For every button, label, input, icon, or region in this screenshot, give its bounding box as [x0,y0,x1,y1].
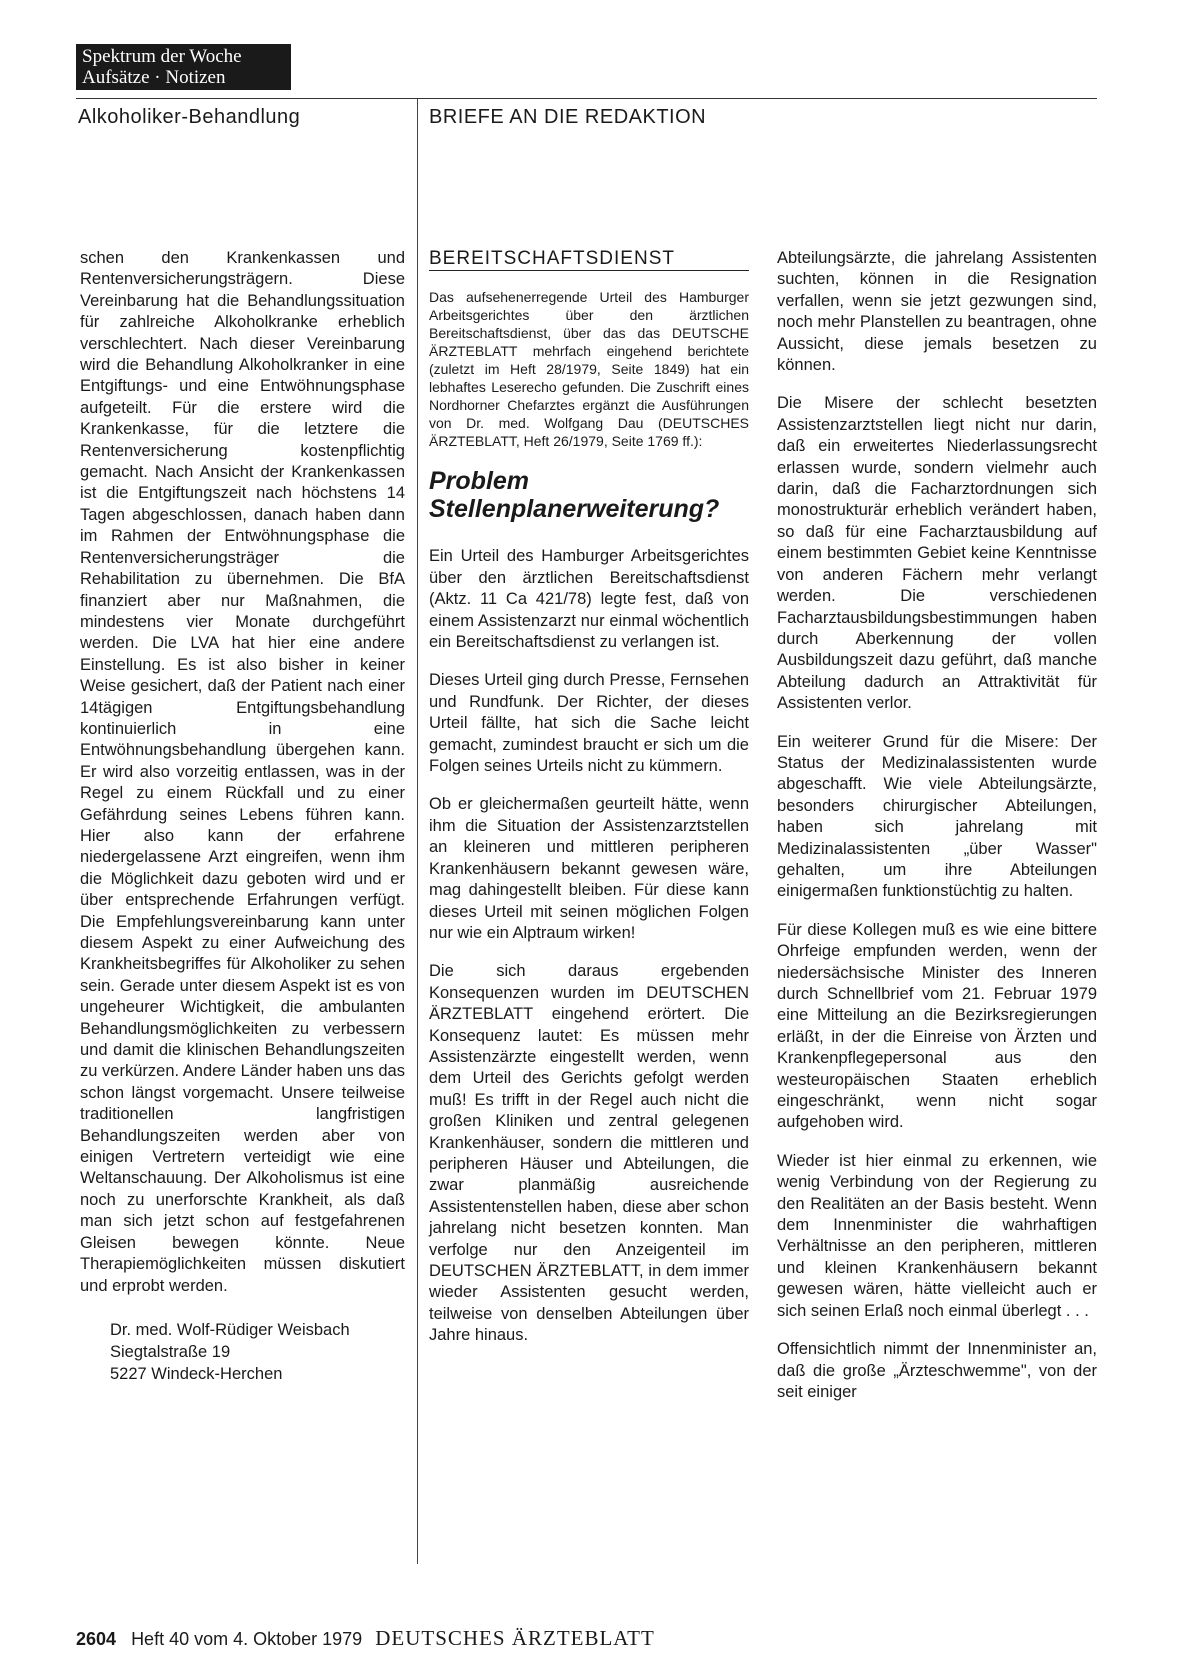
body-paragraph: schen den Krankenkassen und Rentenversicherungsträgern. Diese Vereinbarung hat die Behandlungssituation für zahlreiche Alkoholkranke erheblich verschlechtert. Nach dieser Vereinbarung wird die Behandlung Alkoholkranker in eine Entgiftungs- und eine Entwöhnungsphase aufgeteilt. Für die erstere wird die Krankenkasse, für die letztere die Rentenversicherung kostenpflichtig gemacht. Nach Ansicht der Krankenkassen ist die Entgiftungszeit nach höchstens 14 Tagen abgeschlossen, danach haben dann im Rahmen der Entwöhnungsphase die Rentenversicherungsträger die Rehabilitation zu übernehmen. Die BfA finanziert aber nur Maßnahmen, die mindestens vier Monate durchgeführt werden. Die LVA hat hier eine andere Einstellung. Es ist also bisher in keiner Weise gesichert, daß der Patient nach einer 14tägigen Entgiftungsbehandlung kontinuierlich in eine Entwöhnungsbehandlung übergehen kann. Er wird also vorzeitig entlassen, was in der Regel zu einem Rückfall und zu einer Gefährdung seines Lebens führen kann. Hier also kann der erfahrene niedergelassene Arzt eingreifen, wenn ihm die Möglichkeit dazu geboten wird und er über entsprechende Erfahrungen verfügt. Die Empfehlungsvereinbarung kann unter diesem Aspekt zu einer Aufweichung des Krankheitsbegriffes für Alkoholiker zu sehen sein. Gerade unter diesem Aspekt ist es von ungeheurer Wichtigkeit, die ambulanten Behandlungsmöglichkeiten zu verbessern und damit die klinischen Behandlungszeiten zu verkürzen. Andere Länder haben uns das schon längst vorgemacht. Unsere teilweise traditionellen langfristigen Behandlungszeiten werden aber von einigen Vertretern verteidigt wie eine Weltanschauung. Der Alkoholismus ist eine noch zu unerforschte Krankheit, als daß man sich jetzt schon auf festgefahrenen Gleisen bewegen könnte. Neue Therapiemöglichkeiten müssen diskutiert und erprobt werden. [80,249,405,1295]
column-3 [777,248,1097,1420]
masthead-line1: Spektrum der Woche [82,46,242,67]
page-number: 2604 [76,1629,117,1649]
body-paragraph: Ein weiterer Grund für die Misere: Der Status der Medizinalassistenten wurde abgeschafft. Wie viele Abteilungsärzte, besonders chirurgischer Abteilungen, haben sich jahrelang mit Medizinalassistenten „über Wasser" gehalten, um ihre Abteilungen einigermaßen funktionstüchtig zu halten. [777,732,1097,901]
article-title-line2: Stellenplanerweiterung? [429,495,720,524]
topic-heading: BEREITSCHAFTSDIENST [429,248,749,271]
body-paragraph: Abteilungsärzte, die jahrelang Assistenten suchten, können in die Resignation verfallen, wenn sie jetzt gezwungen sind, noch mehr Planstellen zu beantragen, ohne Aussicht, diese jemals besetzen zu können. [777,249,1097,375]
left-section-heading: Alkoholiker-Behandlung [78,106,301,128]
body-paragraph: Ein Urteil des Hamburger Arbeitsgerichtes über den ärztlichen Bereitschaftsdienst (Aktz. 11 Ca 421/78) legte fest, daß von einem Assistenzarzt nur einmal wöchentlich ein Bereitschaftsdienst zu verlangen ist. [429,547,749,652]
intro-paragraph: Das aufsehenerregende Urteil des Hamburger Arbeitsgerichtes über den ärztlichen Bereitschaftsdienst, über das das DEUTSCHE ÄRZTEBLATT mehrfach eingehend berichtete (zuletzt im Heft 28/1979, Seite 1849) hat ein lebhaftes Leserecho gefunden. Die Zuschrift eines Nordhorner Chefarztes ergänzt die Ausführungen von Dr. med. Wolfgang Dau (DEUTSCHES ÄRZTEBLATT, Heft 26/1979, Seite 1769 ff.): [429,289,749,450]
signature-city: 5227 Windeck-Herchen [110,1364,283,1383]
body-paragraph: Die Misere der schlecht besetzten Assistenzarztstellen liegt nicht nur darin, daß ein erweitertes Niederlassungsrecht erlassen wurde, sondern vielmehr auch darin, daß die Facharztordnungen sich monostrukturär erheblich verändert haben, so daß für eine Facharztausbildung auf einem bestimmten Gebiet keine Kenntnisse von anderen Fächern mehr verlangt werden. Die verschiedenen Facharztausbildungsbestimmungen haben durch Aberkennung der vollen Ausbildungszeit dazu geführt, daß manche Abteilung dadurch an Attraktivität für Assistenten verlor. [777,394,1097,713]
journal-name: DEUTSCHES ÄRZTEBLATT [375,1626,655,1650]
column-2 [429,248,749,1364]
column-divider [417,99,418,1564]
header-rule [76,98,1097,99]
body-paragraph: Offensichtlich nimmt der Innenminister an, daß die große „Ärzteschwemme", von der seit einiger [777,1340,1097,1401]
right-section-heading: BRIEFE AN DIE REDAKTION [429,106,707,128]
page-footer [76,1626,655,1651]
article-title-line1: Problem [429,467,530,496]
body-paragraph: Die sich daraus ergebenden Konsequenzen wurden im DEUTSCHEN ÄRZTEBLATT eingehend erörtert. Die Konsequenz lautet: Es müssen mehr Assistenzärzte eingestellt werden, wenn dem Urteil des Gerichts gefolgt werden muß! Es trifft in der Regel auch nicht die großen Kliniken und zentral gelegenen Krankenhäuser, sondern die mittleren und peripheren Häuser und Abteilungen, die zwar planmäßig ausreichende Assistentenstellen haben, diese aber schon jahrelang nicht besetzen konnten. Man verfolge nur den Anzeigenteil im DEUTSCHEN ÄRZTEBLATT, in dem immer wieder Assistenten gesucht werden, teilweise von denselben Abteilungen über Jahre hinaus. [429,962,749,1345]
signature-name: Dr. med. Wolf-Rüdiger Weisbach [110,1320,350,1339]
signature-street: Siegtalstraße 19 [110,1342,231,1361]
masthead [76,44,291,90]
issue-info: Heft 40 vom 4. Oktober 1979 [131,1629,363,1649]
masthead-line2: Aufsätze · Notizen [82,67,226,88]
article-title [429,467,749,523]
column-1 [80,248,405,1385]
body-paragraph: Dieses Urteil ging durch Presse, Fernsehen und Rundfunk. Der Richter, der dieses Urteil fällte, hat sich die Sache leicht gemacht, zumindest braucht er sich um die Folgen seines Urteils nicht zu kümmern. [429,671,749,776]
body-paragraph: Wieder ist hier einmal zu erkennen, wie wenig Verbindung von der Regierung zu den Realitäten an der Basis besteht. Wenn dem Innenminister die wahrhaftigen Verhältnisse an den peripheren, mittleren und kleinen Krankenhäusern bekannt gewesen wären, hätte vielleicht auch er sich seinen Erlaß noch einmal überlegt . . . [777,1151,1097,1320]
body-paragraph: Für diese Kollegen muß es wie eine bittere Ohrfeige empfunden werden, wenn der niedersächsische Minister des Inneren durch Schnellbrief vom 21. Februar 1979 eine Mitteilung an die Bezirksregierungen erläßt, in der die Einreise von Ärzten und Krankenpflegepersonal aus den westeuropäischen Staaten erheblich eingeschränkt, wenn nicht sogar aufgehoben wird. [777,920,1097,1132]
letter-signature [110,1319,405,1385]
body-paragraph: Ob er gleichermaßen geurteilt hätte, wenn ihm die Situation der Assistenzarztstellen an kleineren und mittleren peripheren Krankenhäusern bekannt gewesen wäre, mag dahingestellt bleiben. Für diese kann dieses Urteil mit seinen möglichen Folgen nur wie ein Alptraum wirken! [429,795,749,942]
